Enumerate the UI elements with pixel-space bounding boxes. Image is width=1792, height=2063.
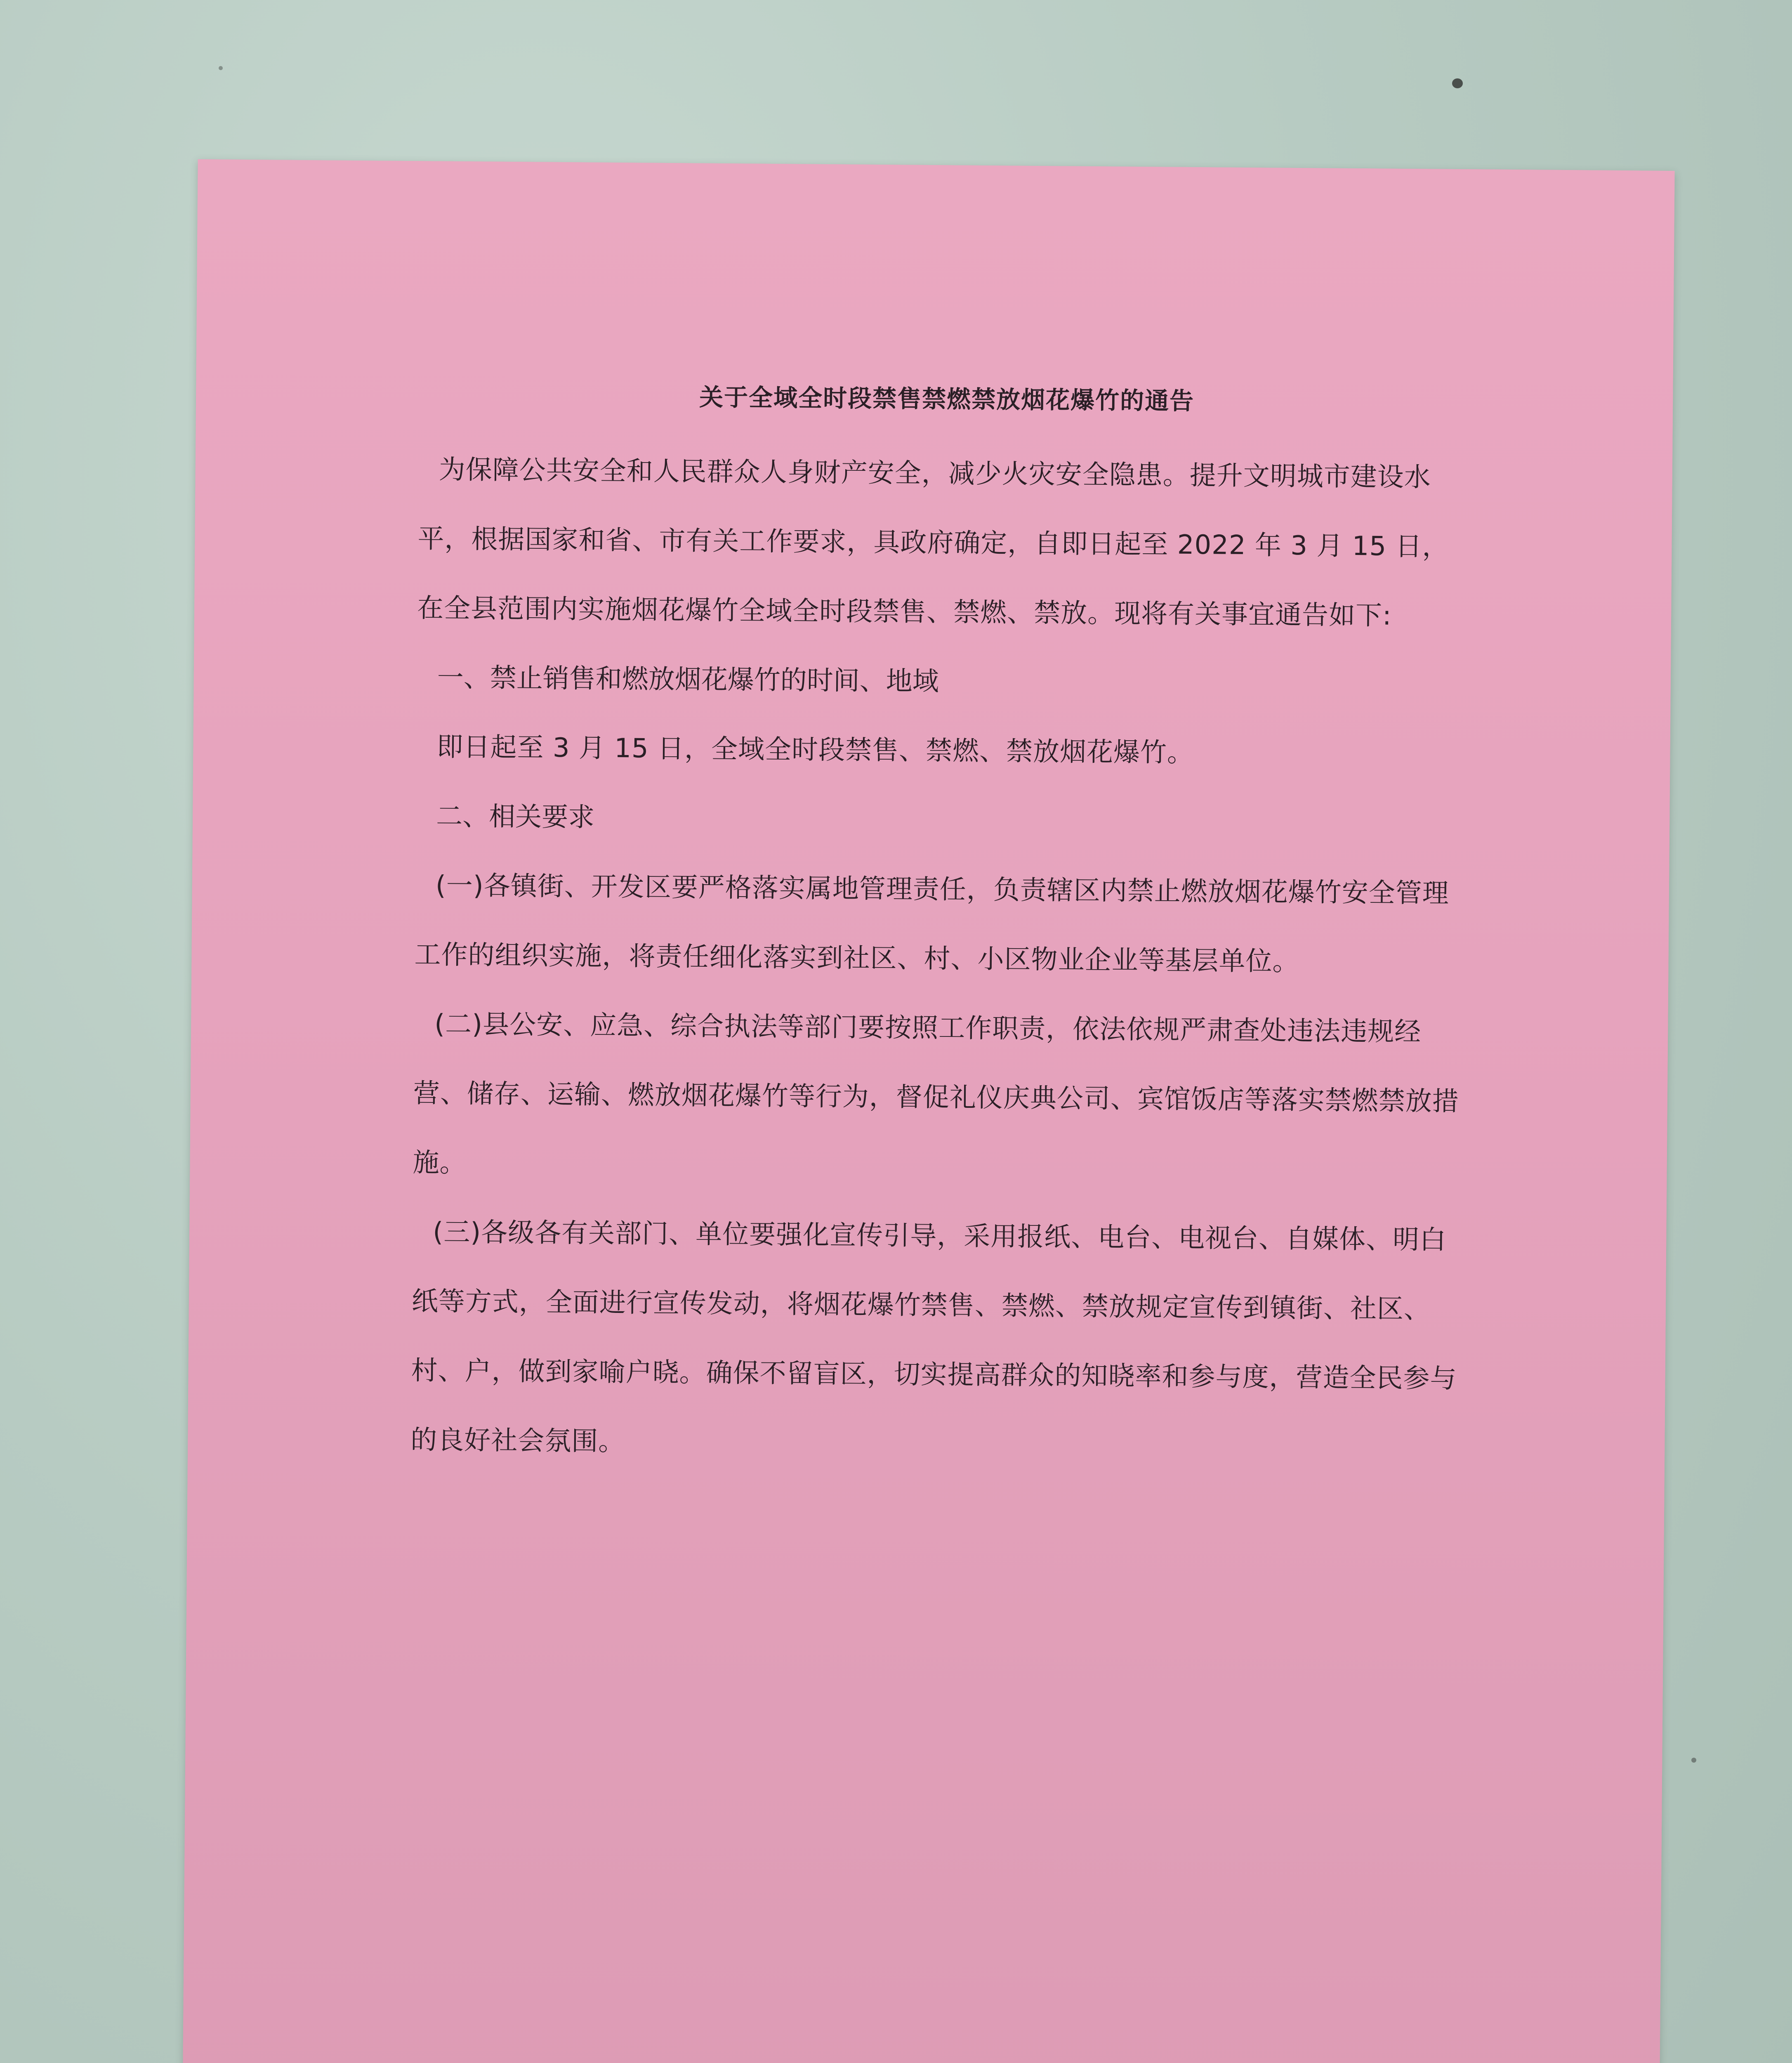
requirement-item-2: (二)县公安、应急、综合执法等部门要按照工作职责，依法依规严肃查处违法违规经营、储存、运输、燃放烟花爆竹等行为，督促礼仪庆典公司、宾馆饭店等落实禁燃禁放措施。 xyxy=(413,1009,1460,1179)
requirement-item-1: (一)各镇街、开发区要严格落实属地管理责任，负责辖区内禁止燃放烟花爆竹安全管理工作的组织实施，将责任细化落实到社区、村、小区物业企业等基层单位。 xyxy=(414,870,1450,977)
notice-intro: 为保障公共安全和人民群众人身财产安全，减少火灾安全隐患。提升文明城市建设水平，根据国家和省、市有关工作要求，具政府确定，自即日起至 2022 年 3 月 15 日，在全县范围内实施烟花爆竹全域全时段禁售、禁燃、禁放。现将有关事宜通告如下: xyxy=(417,454,1449,631)
notice-content xyxy=(410,375,1475,1483)
wall-speck xyxy=(1452,78,1463,88)
notice-title: 关于全域全时段禁售禁燃禁放烟花爆竹的通告 xyxy=(699,383,1195,415)
wall-speck xyxy=(1691,1758,1696,1763)
pink-notice-paper xyxy=(182,159,1674,2063)
section-1-heading: 一、禁止销售和燃放烟花爆竹的时间、地域 xyxy=(437,662,939,697)
wall-speck xyxy=(219,66,223,70)
section-1-body: 即日起至 3 月 15 日，全域全时段禁售、禁燃、禁放烟花爆竹。 xyxy=(436,732,1194,769)
requirement-item-3: (三)各级各有关部门、单位要强化宣传引导，采用报纸、电台、电视台、自媒体、明白纸等方式，全面进行宣传发动，将烟花爆竹禁售、禁燃、禁放规定宣传到镇街、社区、村、户，做到家喻户晓。确保不留盲区，切实提高群众的知晓率和参与度，营造全民参与的良好社会氛围。 xyxy=(410,1217,1457,1457)
section-2-heading: 二、相关要求 xyxy=(436,801,595,833)
